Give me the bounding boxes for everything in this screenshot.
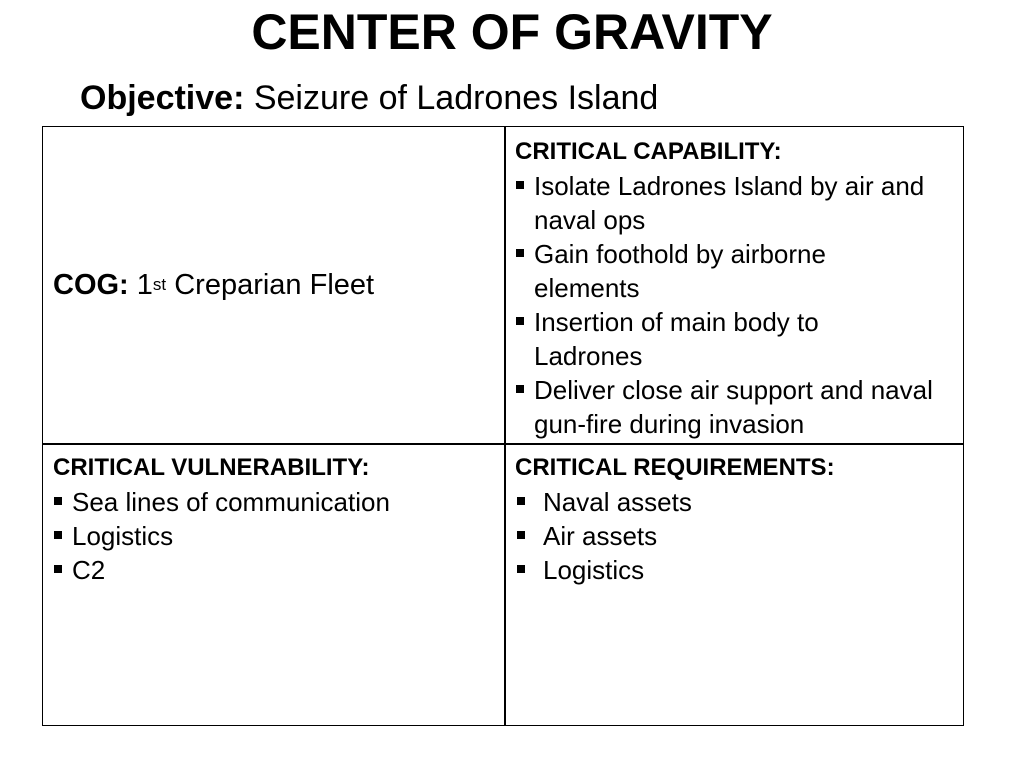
cog-cell: COG: 1 st Creparian Fleet	[53, 268, 375, 301]
critical-capability-cell	[506, 135, 963, 441]
critical-capability-list	[515, 169, 963, 441]
list-item	[515, 519, 963, 553]
list-item-text: Deliver close air support and naval gun-fire during invasion	[534, 375, 933, 439]
list-item	[53, 553, 504, 587]
list-item-text: Air assets	[543, 521, 658, 551]
slide-title: CENTER OF GRAVITY	[251, 4, 773, 60]
matrix-horizontal-divider	[43, 443, 963, 445]
critical-requirements-heading: CRITICAL REQUIREMENTS:	[515, 454, 835, 481]
cog-name: Creparian Fleet	[174, 268, 375, 301]
square-bullet-icon	[517, 531, 525, 539]
list-item	[515, 553, 963, 587]
square-bullet-icon	[54, 531, 62, 539]
objective-label: Objective:	[80, 79, 245, 117]
list-item	[515, 169, 934, 237]
list-item-text: Insertion of main body to Ladrones	[534, 307, 819, 371]
critical-vulnerability-cell	[43, 451, 504, 727]
square-bullet-icon	[516, 181, 524, 189]
list-item	[515, 237, 934, 305]
list-item-text: Naval assets	[543, 487, 692, 517]
critical-vulnerability-list	[53, 485, 504, 587]
square-bullet-icon	[516, 249, 524, 257]
square-bullet-icon	[516, 317, 524, 325]
list-item-text: C2	[72, 555, 106, 585]
cog-matrix	[42, 126, 964, 726]
list-item	[515, 305, 934, 373]
list-item-text: Gain foothold by airborne elements	[534, 239, 826, 303]
cog-label: COG:	[53, 268, 129, 301]
square-bullet-icon	[517, 497, 525, 505]
objective-line	[80, 76, 658, 120]
list-item-text: Isolate Ladrones Island by air and naval ops	[534, 171, 925, 235]
critical-requirements-cell	[506, 451, 963, 727]
critical-vulnerability-heading: CRITICAL VULNERABILITY:	[53, 454, 370, 481]
square-bullet-icon	[54, 497, 62, 505]
list-item-text: Logistics	[543, 555, 645, 585]
list-item-text: Sea lines of communication	[72, 487, 390, 517]
square-bullet-icon	[516, 385, 524, 393]
list-item-text: Logistics	[72, 521, 174, 551]
critical-requirements-list	[515, 485, 963, 587]
objective-text: Seizure of Ladrones Island	[253, 79, 659, 117]
square-bullet-icon	[517, 565, 525, 573]
cog-ordinal-number: 1	[136, 268, 153, 301]
square-bullet-icon	[54, 565, 62, 573]
list-item	[53, 519, 504, 553]
list-item	[515, 373, 934, 441]
list-item	[53, 485, 504, 519]
critical-capability-heading: CRITICAL CAPABILITY:	[515, 138, 782, 165]
list-item	[515, 485, 963, 519]
